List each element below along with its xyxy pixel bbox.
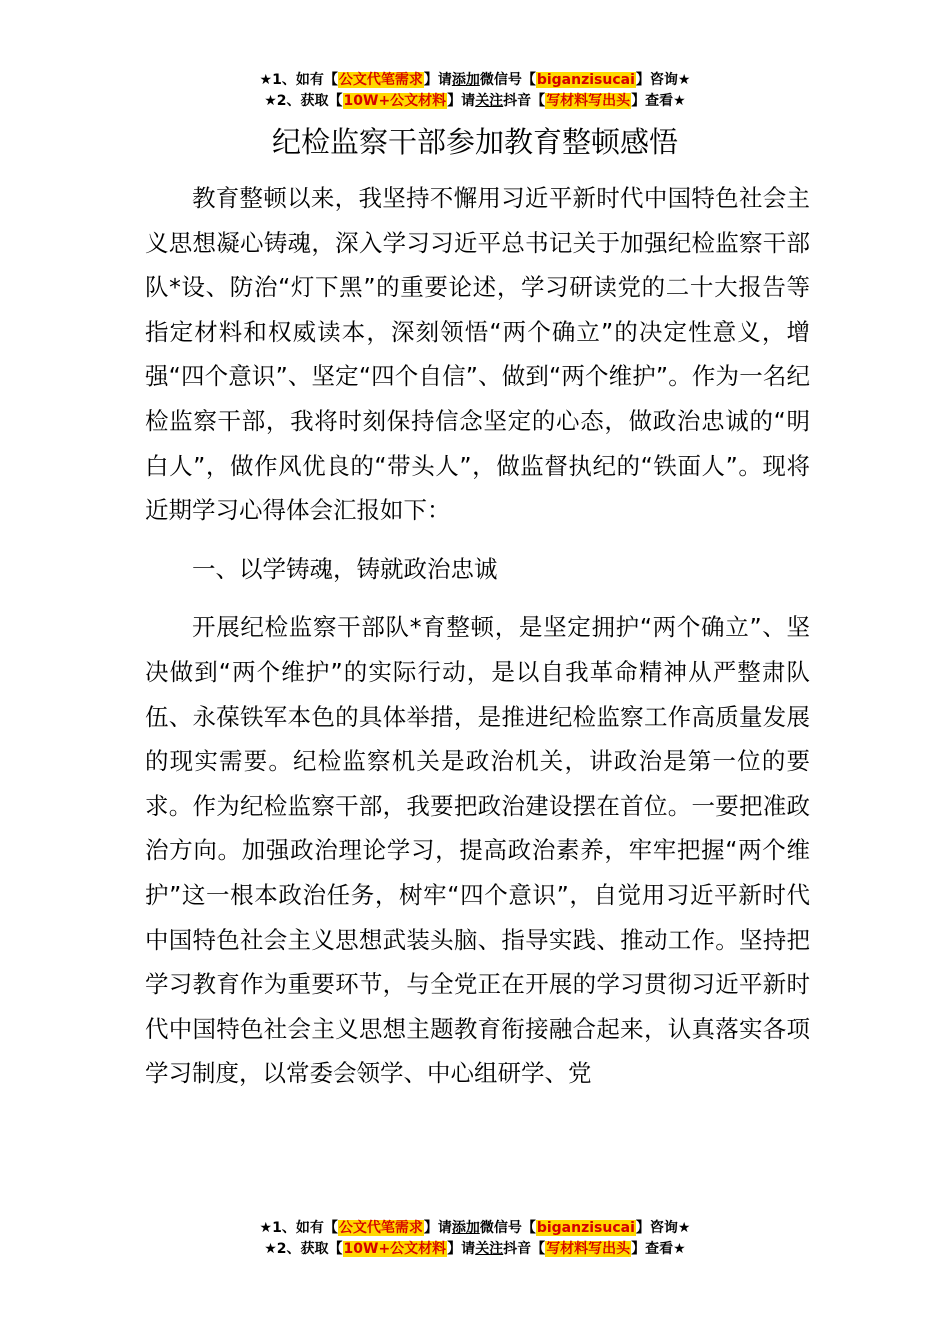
document-title: 纪检监察干部参加教育整顿感悟 — [271, 125, 678, 159]
paragraph-intro: 教育整顿以来，我坚持不懈用习近平新时代中国特色社会主义思想凝心铸魂，深入学习习近平总书记关于加强纪检监察干部队*设、防治“灯下黑”的重要论述，学习研读党的二十大报告等指定材料和权威读本，深刻领悟“两个确立”的决定性意义，增强“四个意识”、坚定“四个自信”、做到“两个维护”。作为一名纪检监察干部，我将时刻保持信念坚定的心态，做政治忠诚的“明白人”，做作风优良的“带头人”，做监督执纪的“铁面人”。现将近期学习心得体会汇报如下： — [145, 184, 810, 525]
highlight-douyin: 写材料写出头 — [546, 93, 631, 109]
section-heading-1: 一、以学铸魂，铸就政治忠诚 — [192, 554, 498, 583]
promo-line-1: ★1、如有【公文代笔需求】请添加微信号【biganzisucai】咨询★ — [259, 1220, 691, 1236]
highlight-wechat-id: biganzisucai — [536, 72, 635, 88]
promo-line-2: ★2、获取【10W+公文材料】请关注抖音【写材料写出头】查看★ — [264, 1241, 686, 1257]
highlight-wechat-id: biganzisucai — [536, 1220, 635, 1236]
document-body — [145, 176, 810, 1096]
highlight-douyin: 写材料写出头 — [546, 1241, 631, 1257]
highlight-materials: 10W+公文材料 — [343, 1241, 447, 1257]
paragraph-section-1: 开展纪检监察干部队*育整顿，是坚定拥护“两个确立”、坚决做到“两个维护”的实际行动，是以自我革命精神从严整肃队伍、永葆铁军本色的具体举措，是推进纪检监察工作高质量发展的现实需要。纪检监察机关是政治机关，讲政治是第一位的要求。作为纪检监察干部，我要把政治建设摆在首位。一要把准政治方向。加强政治理论学习，提高政治素养，牢牢把握“两个维护”这一根本政治任务，树牢“四个意识”，自觉用习近平新时代中国特色社会主义思想武装头脑、指导实践、推动工作。坚持把学习教育作为重要环节，与全党正在开展的学习贯彻习近平新时代中国特色社会主义思想主题教育衔接融合起来，认真落实各项学习制度，以常委会领学、中心组研学、党 — [145, 613, 810, 1088]
promo-line-1: ★1、如有【公文代笔需求】请添加微信号【biganzisucai】咨询★ — [259, 72, 691, 88]
promo-banner-bottom — [0, 1218, 950, 1260]
highlight-service: 公文代笔需求 — [338, 72, 423, 88]
promo-banner-top — [0, 70, 950, 112]
highlight-materials: 10W+公文材料 — [343, 93, 447, 109]
promo-line-2: ★2、获取【10W+公文材料】请关注抖音【写材料写出头】查看★ — [264, 93, 686, 109]
highlight-service: 公文代笔需求 — [338, 1220, 423, 1236]
